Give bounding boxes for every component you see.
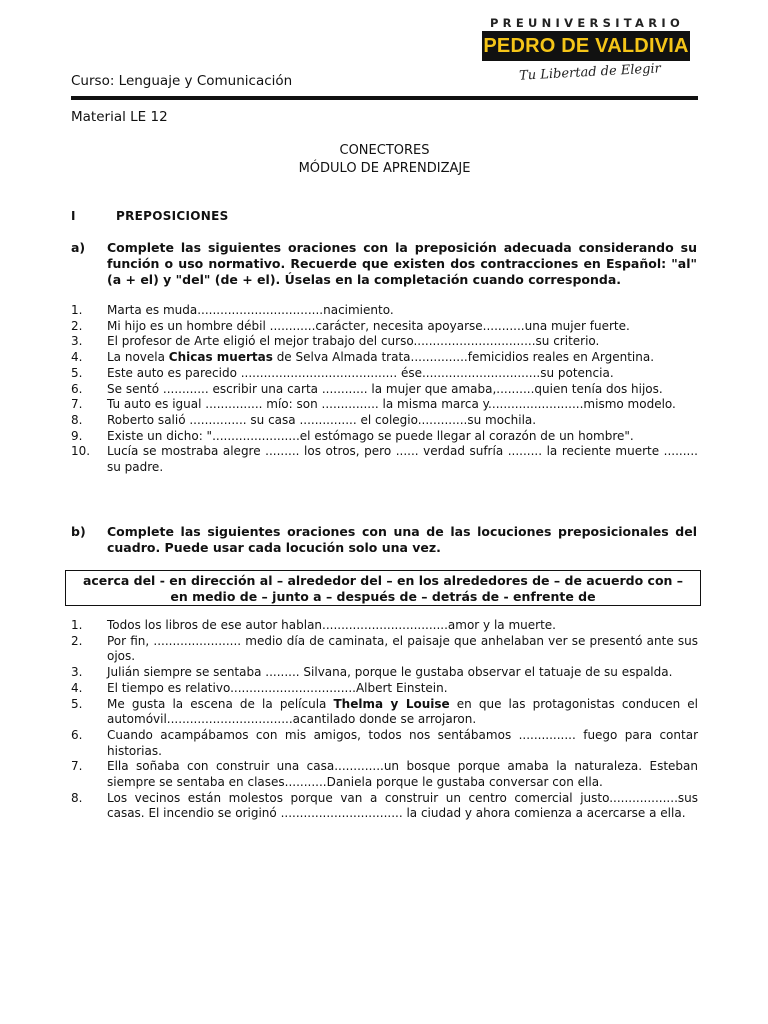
part-b-letter: b): [71, 524, 86, 539]
logo-slogan: Tu Libertad de Elegir: [518, 61, 662, 84]
list-item: [71, 366, 698, 382]
item-number: 6.: [71, 727, 83, 742]
item-text-part: de Selva Almada trata...............femicidios reales en Argentina.: [272, 350, 655, 365]
item-text: Se sentó ............ escribir una carta ............ la mujer que amaba,..........quien tenía dos hijos.: [107, 381, 663, 396]
list-item: [71, 697, 698, 728]
part-a-letter: a): [71, 240, 86, 255]
list-item: [71, 382, 698, 398]
list-item: [71, 319, 698, 335]
item-text-part: Me gusta la escena de la película: [107, 696, 334, 711]
title-line-2: MÓDULO DE APRENDIZAJE: [298, 161, 471, 176]
item-text: Cuando acampábamos con mis amigos, todos nos sentábamos ............... fuego para contar historias.: [107, 727, 698, 758]
logo-name: PEDRO DE VALDIVIA: [482, 31, 690, 61]
list-item: [71, 334, 698, 350]
item-text: El tiempo es relativo.................................Albert Einstein.: [107, 680, 448, 695]
material-label: Material LE 12: [71, 109, 168, 125]
section-title: PREPOSICIONES: [116, 209, 229, 223]
item-text: Tu auto es igual ............... mío: son ............... la misma marca y.........................mismo modelo.: [107, 397, 676, 412]
list-item: [71, 413, 698, 429]
item-number: 7.: [71, 759, 83, 774]
part-a-instruction: Complete las siguientes oraciones con la preposición adecuada considerando su función o uso normativo. Recuerde que existen dos contracciones en Español: "al" (a + el) y "del" (de + el). Úselas en la completación cuando corresponda.: [107, 240, 697, 287]
list-item: [71, 681, 698, 697]
item-text: Por fin, ....................... medio día de caminata, el paisaje que anhelaban ver se presentó ante sus ojos.: [107, 633, 698, 664]
item-number: 4.: [71, 680, 83, 695]
item-text: Julián siempre se sentaba ......... Silvana, porque le gustaba observar el tatuaje de su espalda.: [107, 665, 673, 680]
item-number: 1.: [71, 303, 83, 317]
locutions-box: [65, 570, 701, 606]
item-text: Marta es muda.................................nacimiento.: [107, 303, 394, 317]
list-item: [71, 665, 698, 681]
item-text: Existe un dicho: ".......................el estómago se puede llegar al corazón de un hombre".: [107, 428, 634, 443]
item-number: 6.: [71, 381, 83, 396]
item-text: Todos los libros de ese autor hablan.................................amor y la muerte.: [107, 618, 556, 632]
item-number: 3.: [71, 334, 83, 349]
item-number: 7.: [71, 397, 83, 412]
item-text-part: en que las protagonistas conducen el automóvil.................................acantilado donde se arrojaron.: [107, 696, 699, 727]
part-b-instruction: Complete las siguientes oraciones con una de las locuciones preposicionales del cuadro. Puede usar cada locución solo una vez.: [107, 524, 697, 555]
item-text: El profesor de Arte eligió el mejor trabajo del curso................................su criterio.: [107, 334, 600, 349]
item-text: Lucía se mostraba alegre ......... los otros, pero ...... verdad sufría ......... la reciente muerte ......... su padre.: [107, 444, 698, 475]
item-number: 5.: [71, 696, 83, 711]
list-item: [71, 444, 698, 475]
item-number: 3.: [71, 665, 83, 680]
list-item: [71, 759, 698, 790]
part-b-list: [71, 618, 698, 822]
list-item: [71, 728, 698, 759]
item-number: 4.: [71, 350, 83, 365]
list-item: [71, 303, 698, 319]
list-item: [71, 634, 698, 665]
item-number: 8.: [71, 790, 83, 805]
item-text: Ella soñaba con construir una casa.............un bosque porque amaba la naturaleza. Esteban siempre se sentaba en clases...........Daniela porque le gustaba conversar con ella.: [107, 759, 698, 790]
course-label: Curso: Lenguaje y Comunicación: [71, 73, 293, 89]
list-item: [71, 429, 698, 445]
list-item: [71, 350, 698, 366]
item-text: Los vecinos están molestos porque van a construir un centro comercial justo..................sus casas. El incendio se originó ................................ la ciudad y ahora comienza a acercarse a ella.: [107, 790, 698, 821]
locutions-line-1: acerca del - en dirección al – alrededor del – en los alrededores de – de acuerdo con –: [82, 573, 684, 588]
logo-top-text: PREUNIVERSITARIO: [489, 16, 685, 30]
item-title-bold: Thelma y Louise: [333, 696, 450, 711]
item-text: Roberto salió ............... su casa ............... el colegio.............su mochila.: [107, 412, 537, 427]
list-item: [71, 791, 698, 822]
list-item: [71, 618, 698, 634]
item-number: 10.: [71, 444, 91, 459]
item-number: 2.: [71, 318, 83, 333]
item-number: 5.: [71, 365, 83, 380]
item-number: 2.: [71, 633, 83, 648]
item-text-part: La novela: [107, 350, 169, 365]
item-text: Mi hijo es un hombre débil ............carácter, necesita apoyarse...........una mujer fuerte.: [107, 318, 630, 333]
item-number: 1.: [71, 618, 83, 632]
item-title-bold: Chicas muertas: [168, 350, 273, 365]
item-text: Este auto es parecido ......................................... ése...............................su potencia.: [107, 365, 614, 380]
section-number: I: [71, 209, 76, 223]
title-line-1: CONECTORES: [339, 143, 430, 158]
item-number: 9.: [71, 428, 83, 443]
item-number: 8.: [71, 412, 83, 427]
list-item: [71, 397, 698, 413]
locutions-line-2: en medio de – junto a – después de – detrás de - enfrente de: [170, 589, 596, 604]
part-a-list: [71, 303, 698, 476]
header-divider: [71, 96, 698, 100]
